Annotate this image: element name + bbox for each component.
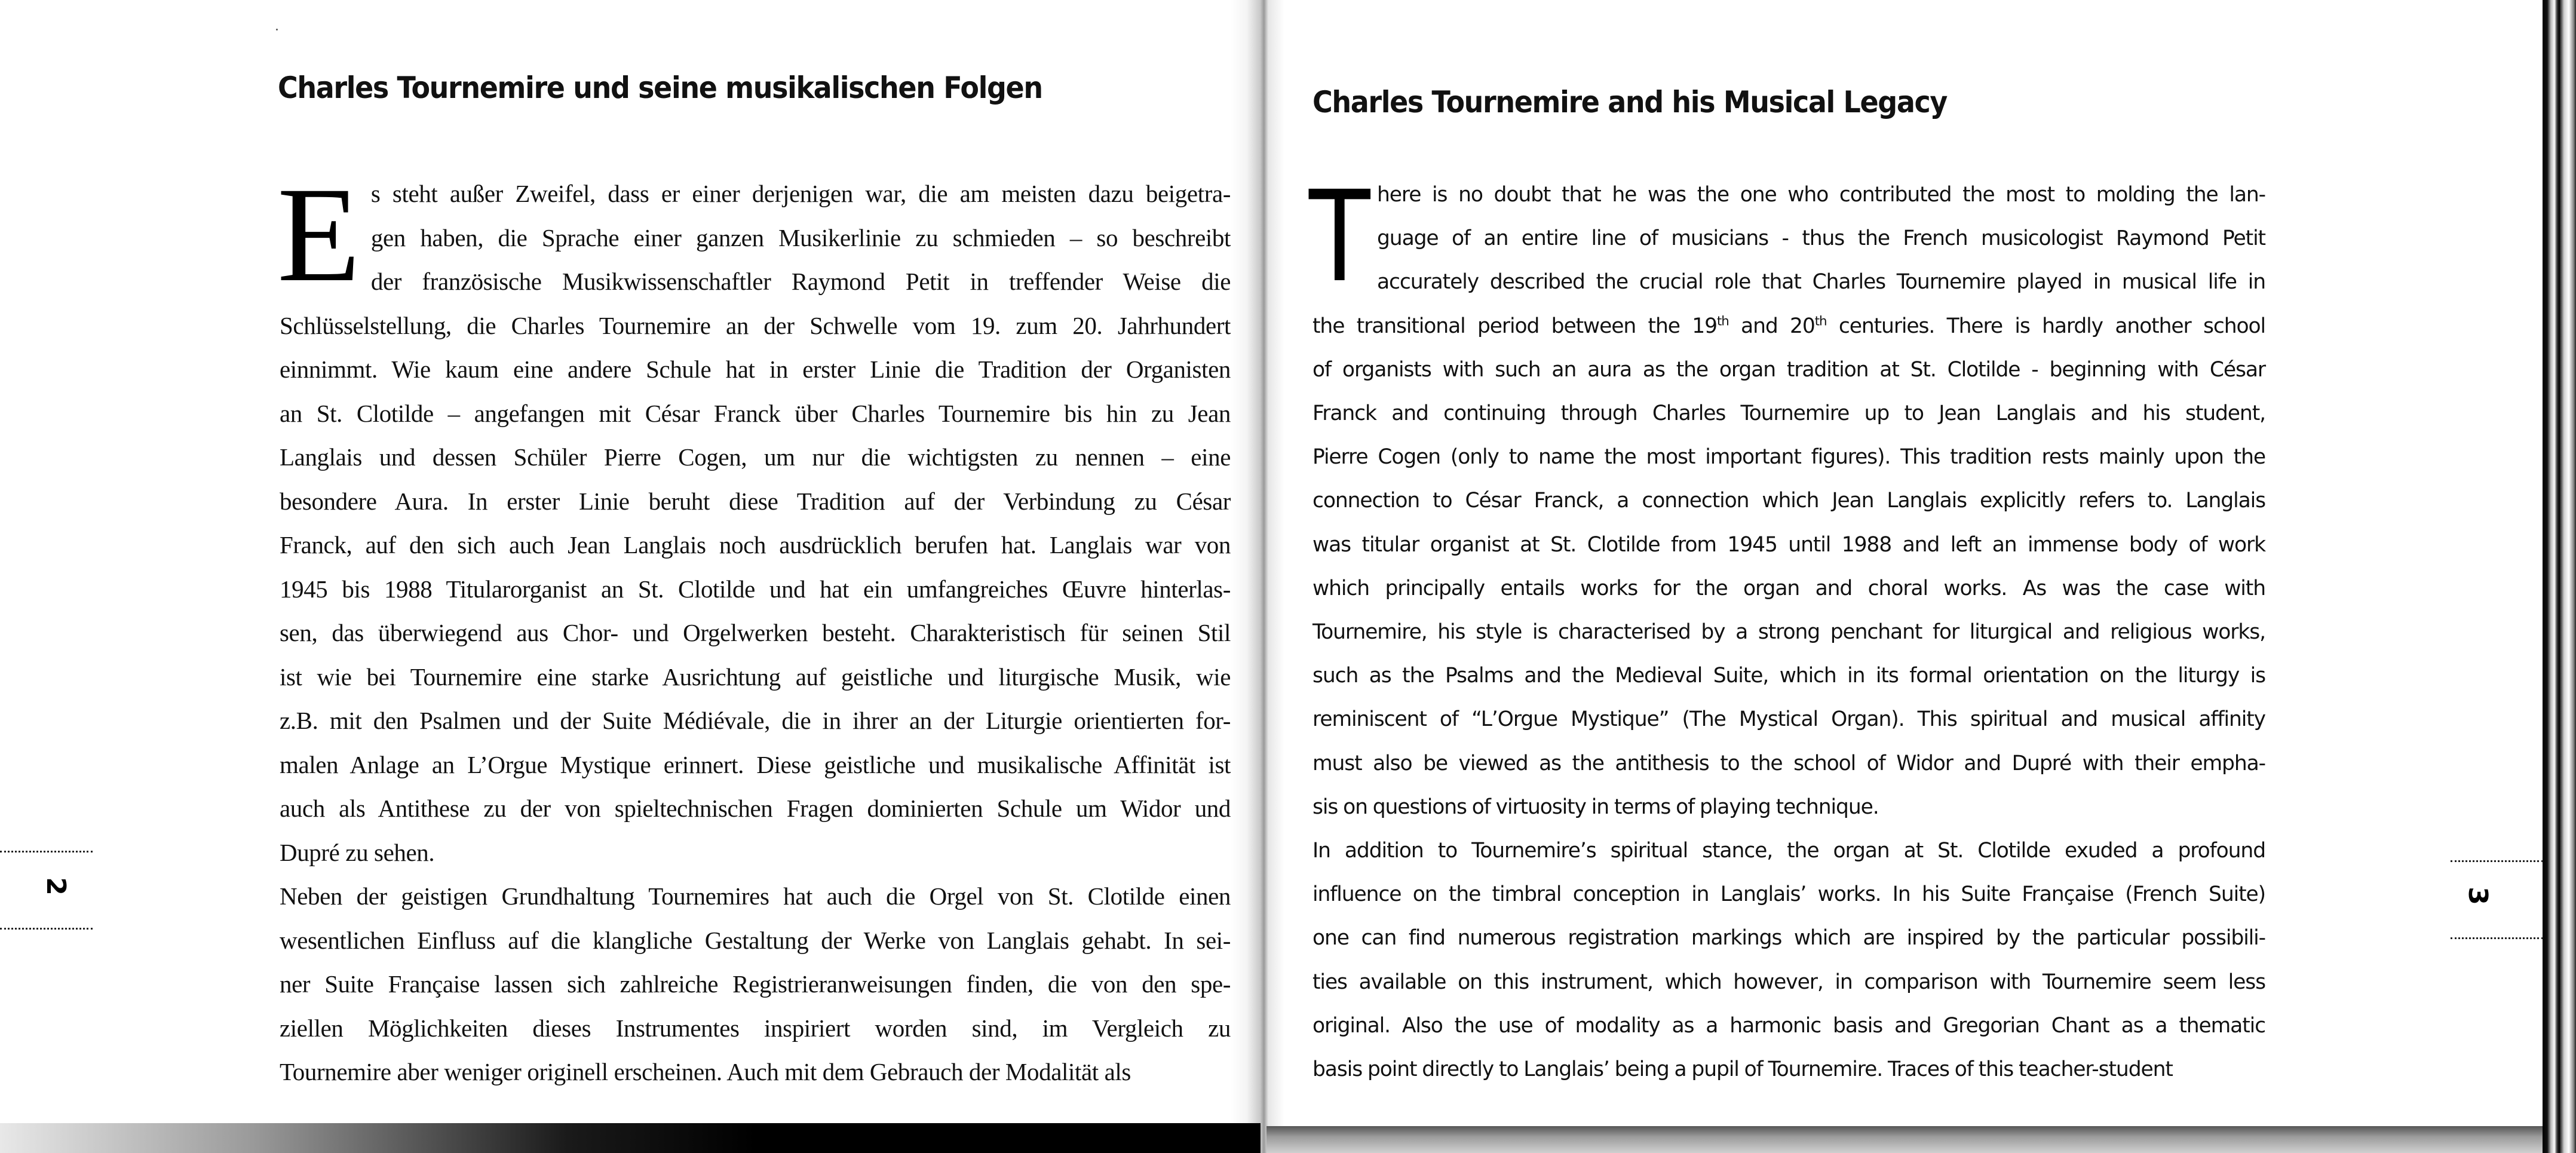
- page-number-right: 3: [2462, 887, 2493, 905]
- text-line: an St. Clotilde – angefangen mit César Franck über Charles Tournemire bis hin zu Jean: [280, 399, 1231, 427]
- text-line: ziellen Möglichkeiten dieses Instrumentes inspiriert worden sind, im Vergleich zu: [280, 1014, 1231, 1042]
- body-text-german: [277, 160, 1231, 1094]
- text-line: must also be viewed as the antithesis to the school of Widor and Dupré with their empha-: [1312, 751, 2265, 775]
- scan-speck: [276, 29, 278, 30]
- paragraph: [1312, 173, 2265, 829]
- text-line: besondere Aura. In erster Linie beruht diese Tradition auf der Verbindung zu César: [280, 487, 1231, 515]
- scan-bottom-shadow-left: [0, 1123, 1261, 1153]
- text-line: Langlais und dessen Schüler Pierre Cogen, um nur die wichtigsten zu nennen – eine: [280, 443, 1231, 471]
- text-line: connection to César Franck, a connection which Jean Langlais explicitly refers to. Langlais: [1312, 489, 2265, 513]
- text-line: malen Anlage an L’Orgue Mystique erinnert. Diese geistliche und musikalische Affinität ist: [280, 750, 1231, 778]
- text-line: sen, das überwiegend aus Chor- und Orgelwerken besteht. Charakteristisch für seinen Stil: [280, 619, 1231, 646]
- text-line: sis on questions of virtuosity in terms of playing technique.: [1312, 795, 1879, 819]
- text-line: der französische Musikwissenschaftler Raymond Petit in treffender Weise die: [370, 268, 1231, 295]
- text-line: here is no doubt that he was the one who contributed the most to molding the lan-: [1377, 183, 2265, 207]
- paragraph-container: [280, 172, 1231, 1094]
- page-title-english: Charles Tournemire and his Musical Legacy: [1312, 85, 1948, 119]
- text-line: Tournemire, his style is characterised by a strong penchant for liturgical and religious works,: [1312, 620, 2265, 645]
- text-line: einnimmt. Wie kaum eine andere Schule hat in erster Linie die Tradition der Organisten: [280, 355, 1231, 383]
- text-line: wesentlichen Einfluss auf die klangliche Gestaltung der Werke von Langlais gehabt. In sei-: [280, 926, 1231, 954]
- text-line: reminiscent of “L’Orgue Mystique” (The Mystical Organ). This spiritual and musical affinity: [1312, 707, 2265, 732]
- text-line: ties available on this instrument, which however, in comparison with Tournemire seem less: [1312, 970, 2265, 994]
- text-line: Franck and continuing through Charles Tournemire up to Jean Langlais and his student,: [1312, 401, 2265, 426]
- text-line: one can find numerous registration markings which are inspired by the particular possibili-: [1312, 926, 2265, 950]
- text-line: Tournemire aber weniger originell erscheinen. Auch mit dem Gebrauch der Modalität als: [280, 1058, 1131, 1085]
- text-line: accurately described the crucial role that Charles Tournemire played in musical life in: [1377, 270, 2265, 295]
- text-line: In addition to Tournemire’s spiritual stance, the organ at St. Clotilde exuded a profound: [1312, 839, 2265, 863]
- scan-bottom-shadow-right: [1266, 1126, 2545, 1153]
- text-line: Schlüsselstellung, die Charles Tournemire an der Schwelle vom 19. zum 20. Jahrhundert: [280, 311, 1231, 339]
- text-line: Pierre Cogen (only to name the most important figures). This tradition rests mainly upon the: [1312, 445, 2265, 470]
- paragraph-container: [1312, 173, 2265, 1091]
- text-line: influence on the timbral conception in Langlais’ works. In his Suite Française (French Suite): [1312, 882, 2265, 907]
- text-line: Franck, auf den sich auch Jean Langlais noch ausdrücklich berufen hat. Langlais war von: [280, 531, 1231, 559]
- text-line: ist wie bei Tournemire eine starke Ausrichtung auf geistliche und liturgische Musik, wie: [280, 663, 1231, 691]
- page-number-left: 2: [40, 877, 71, 896]
- text-line: s steht außer Zweifel, dass er einer derjenigen war, die am meisten dazu beigetra-: [370, 180, 1231, 207]
- text-line: ner Suite Française lassen sich zahlreiche Registrieranweisungen finden, die von den spe-: [280, 970, 1231, 998]
- text-line: guage of an entire line of musicians - thus the French musicologist Raymond Petit: [1377, 226, 2265, 251]
- text-line: Neben der geistigen Grundhaltung Tournemires hat auch die Orgel von St. Clotilde einen: [280, 882, 1231, 910]
- drop-cap: E: [277, 160, 360, 310]
- text-line: 1945 bis 1988 Titularorganist an St. Clotilde und hat ein umfangreiches Œuvre hinterlas-: [280, 575, 1231, 603]
- text-line: which principally entails works for the organ and choral works. As was the case with: [1312, 576, 2265, 600]
- drop-cap: T: [1309, 164, 1370, 310]
- body-text-english: [1309, 164, 2265, 1091]
- text-line: basis point directly to Langlais’ being a pupil of Tournemire. Traces of this teacher-student: [1312, 1057, 2173, 1082]
- text-line: of organists with such an aura as the organ tradition at St. Clotilde - beginning with César: [1312, 357, 2265, 382]
- text-line: was titular organist at St. Clotilde from 1945 until 1988 and left an immense body of work: [1312, 532, 2265, 557]
- text-line: such as the Psalms and the Medieval Suite, which in its formal orientation on the liturgy is: [1312, 664, 2265, 688]
- paragraph: [280, 172, 1231, 875]
- text-line: original. Also the use of modality as a harmonic basis and Gregorian Chant as a thematic: [1312, 1013, 2265, 1038]
- text-line: z.B. mit den Psalmen und der Suite Médiévale, die in ihrer an der Liturgie orientierten for-: [280, 707, 1231, 734]
- paragraph: [280, 875, 1231, 1094]
- text-line: the transitional period between the 19th and 20th centuries. There is hardly another school: [1312, 314, 2265, 338]
- text-line: gen haben, die Sprache einer ganzen Musikerlinie zu schmieden – so beschreibt: [370, 223, 1231, 252]
- book-right-edge: [2543, 0, 2576, 1153]
- text-line: auch als Antithese zu der von spieltechnischen Fragen dominierten Schule um Widor und: [280, 795, 1231, 822]
- paragraph: [1312, 829, 2265, 1091]
- book-gutter-shadow: [1231, 0, 1284, 1153]
- text-line: Dupré zu sehen.: [280, 838, 435, 866]
- page-title-german: Charles Tournemire und seine musikalischen Folgen: [278, 70, 1042, 105]
